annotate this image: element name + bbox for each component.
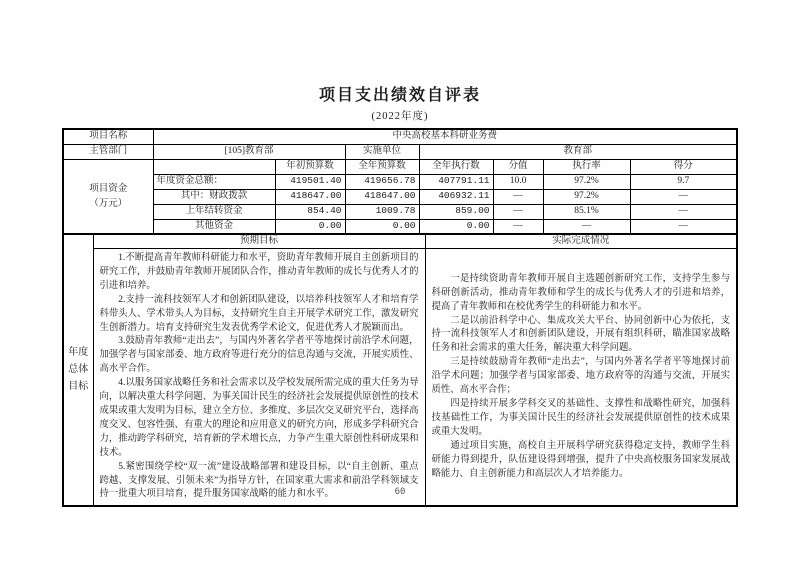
paragraph: 5.紧密围绕学校“双一流”建设战略部署和建设目标，以“自主创新、重点跨越、支撑发展、引领未来”为指导方针，在国家重大需求和前沿学科领域支持一批重大项目培育，提升服务国家战略的能力和水平。 — [99, 461, 419, 500]
value-cell: 97.2% — [543, 189, 630, 204]
project-name-value: 中央高校基本科研业务费 — [153, 129, 737, 144]
paragraph: 四是持续开展多学科交叉的基础性、支撑性和战略性研究，加强科技基础性工作，为事关国计民生的经济社会发展提供原创性的技术成果或重大发明。 — [431, 399, 730, 437]
page-number: 60 — [394, 487, 406, 497]
blank-cell — [153, 159, 275, 174]
col-header-rate: 执行率 — [543, 159, 630, 174]
value-cell: 419656.78 — [345, 174, 419, 189]
actual-completion-header: 实际完成情况 — [425, 234, 737, 249]
col-header-annual-budget: 全年预算数 — [345, 159, 419, 174]
row-label: 年度资金总额： — [153, 174, 275, 189]
page-subtitle: (2022年度) — [371, 111, 429, 122]
value-cell: — — [493, 219, 543, 234]
col-header-points: 分值 — [493, 159, 543, 174]
value-cell: 97.2% — [543, 174, 630, 189]
paragraph: 3.鼓励青年教师“走出去”，与国内外著名学者平等地探讨前沿学术问题，加强学者与国家部委、地方政府等进行充分的信息沟通与交流，开展实质性、高水平合作。 — [99, 336, 419, 375]
paragraph: 1.不断提高青年教师科研能力和水平，资助青年教师开展自主创新项目的研究工作，并鼓励青年教师开展团队合作，推动青年教师的成长与优秀人才的引进和培养。 — [99, 253, 419, 291]
expected-goals-content — [93, 249, 425, 507]
value-cell: — — [493, 204, 543, 219]
goals-side-label-cell — [63, 234, 93, 507]
paragraph: 4.以服务国家战略任务和社会需求以及学校发展所需完成的重大任务为导向，以解决重大科学问题、为事关国计民生的经济社会发展提供原创性的技术成果或重大发明为目标，建立全方位、多维度、多层次交叉研究平台，选择高度交叉、包容性强、有重大的理论和应用意义的研究方向，形成多学科研究合力，推动跨学科研究，培育新的学术增长点，力争产生重大原创性科研成果和技术。 — [99, 378, 419, 458]
value-cell: 10.0 — [493, 174, 543, 189]
goals-header-row — [63, 234, 737, 249]
page-title: 项目支出绩效自评表 — [318, 87, 481, 104]
funds-row-fiscal — [63, 189, 737, 204]
col-header-score: 得分 — [630, 159, 737, 174]
funds-header-row — [63, 159, 737, 174]
value-cell: 854.40 — [275, 204, 345, 219]
value-cell: — — [630, 189, 737, 204]
value-cell: 859.00 — [419, 204, 493, 219]
dept-label: 主管部门 — [63, 144, 153, 159]
value-cell: 0.00 — [419, 219, 493, 234]
dept-value: [105]教育部 — [153, 144, 345, 159]
funds-row-other — [63, 219, 737, 234]
goals-side-label: 年度总体目标 — [68, 347, 89, 393]
funds-row-total — [63, 174, 737, 189]
value-cell: 0.00 — [345, 219, 419, 234]
value-cell: 9.7 — [630, 174, 737, 189]
value-cell: 406932.11 — [419, 189, 493, 204]
paragraph: 2.支持一流科技领军人才和创新团队建设，以培养科技领军人才和培育学科带头人、学术带头人为目标，支持研究生自主开展学术研究工作，激发研究生创新潜力。培育支持研究生发表优秀学术论文，促进优秀人才脱颖而出。 — [99, 294, 419, 333]
funds-section-label — [63, 159, 153, 234]
actual-completion-content — [425, 249, 737, 507]
value-cell: 407791.11 — [419, 174, 493, 189]
project-name-label: 项目名称 — [63, 129, 153, 144]
impl-unit-value: 教育部 — [419, 144, 737, 159]
project-info-funds-table — [62, 128, 738, 235]
col-header-executed: 全年执行数 — [419, 159, 493, 174]
value-cell: 85.1% — [543, 204, 630, 219]
department-row — [63, 144, 737, 159]
value-cell: 419501.40 — [275, 174, 345, 189]
goals-content-row — [63, 249, 737, 507]
row-label: 其中：财政拨款 — [153, 189, 275, 204]
funds-label-line2: （万元） — [89, 198, 128, 209]
row-label: 上年结转资金 — [153, 204, 275, 219]
value-cell: 418647.00 — [275, 189, 345, 204]
value-cell: — — [493, 189, 543, 204]
funds-label-line1: 项目资金 — [89, 183, 128, 194]
paragraph: 三是持续鼓励青年教师“走出去”，与国内外著名学者平等地探讨前沿学术问题；加强学者与国家部委、地方政府等的沟通与交流，开展实质性、高水平合作； — [431, 357, 730, 396]
value-cell: 1009.78 — [345, 204, 419, 219]
value-cell: — — [543, 219, 630, 234]
col-header-initial-budget: 年初预算数 — [275, 159, 345, 174]
paragraph: 二是以前沿科学中心、集成攻关大平台、协同创新中心为依托，支持一流科技领军人才和创新团队建设，开展有组织科研，瞄准国家战略任务和社会需求的重大任务，解决重大科学问题。 — [431, 315, 730, 354]
value-cell: 0.00 — [275, 219, 345, 234]
value-cell: — — [630, 219, 737, 234]
funds-row-carryover — [63, 204, 737, 219]
value-cell: — — [630, 204, 737, 219]
paragraph: 通过项目实施，高校自主开展科学研究获得稳定支持，教师学生科研能力得到提升，队伍建设得到增强，提升了中央高校服务国家发展战略能力、自主创新能力和高层次人才培养能力。 — [431, 440, 730, 479]
impl-unit-label: 实施单位 — [345, 144, 419, 159]
value-cell: 418647.00 — [345, 189, 419, 204]
annual-goals-table — [62, 233, 738, 507]
project-name-row — [63, 129, 737, 144]
paragraph: 一是持续资助青年教师开展自主选题创新研究工作，支持学生参与科研创新活动，推动青年教师和学生的成长与优秀人才的引进和培养，提高了青年教师和在校优秀学生的科研能力和水平。 — [431, 273, 730, 312]
expected-goals-header: 预期目标 — [93, 234, 425, 249]
row-label: 其他资金 — [153, 219, 275, 234]
